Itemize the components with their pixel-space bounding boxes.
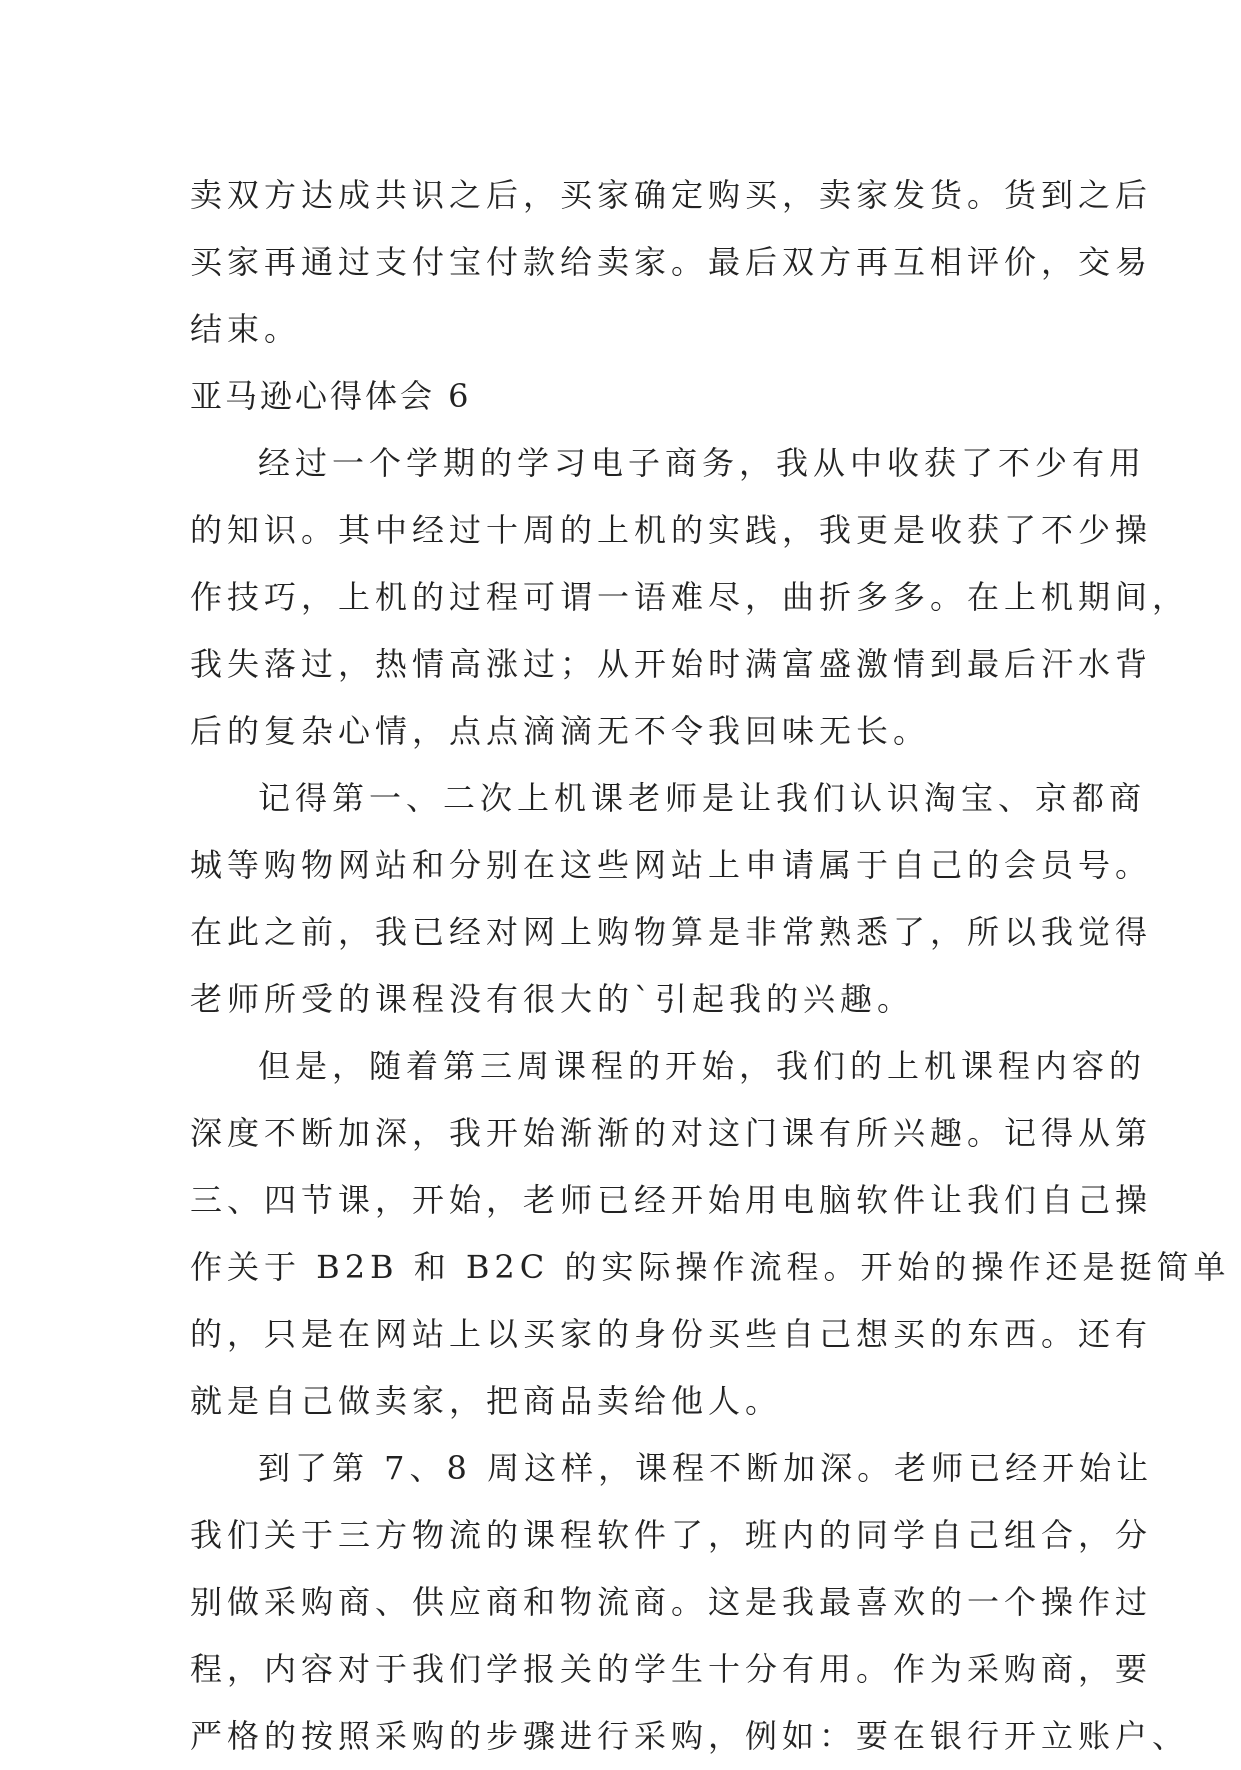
paragraph-1 (190, 430, 1190, 765)
document-body (190, 162, 1231, 1770)
text-line: 到了第 7、8 周这样，课程不断加深。老师已经开始让 (258, 1449, 1154, 1487)
text-line: 严格的按照采购的步骤进行采购，例如：要在银行开立账户、 (190, 1717, 1190, 1755)
text-line: 别做采购商、供应商和物流商。这是我最喜欢的一个操作过 (190, 1583, 1153, 1621)
text-line: 老师所受的课程没有很大的`引起我的兴趣。 (190, 980, 915, 1018)
text-line: 作技巧，上机的过程可谓一语难尽，曲折多多。在上机期间， (190, 578, 1190, 616)
paragraph-4 (190, 1435, 1190, 1770)
text-line: 在此之前，我已经对网上购物算是非常熟悉了，所以我觉得 (190, 913, 1153, 951)
text-line: 记得第一、二次上机课老师是让我们认识淘宝、京都商 (258, 779, 1147, 817)
paragraph-2 (190, 765, 1153, 1033)
text-line: 我们关于三方物流的课程软件了，班内的同学自己组合，分 (190, 1516, 1153, 1554)
text-line: 作关于 B2B 和 B2C 的实际操作流程。开始的操作还是挺简单 (190, 1248, 1231, 1286)
text-line: 就是自己做卖家，把商品卖给他人。 (190, 1382, 783, 1420)
text-line: 经过一个学期的学习电子商务，我从中收获了不少有用 (258, 444, 1147, 482)
text-line: 深度不断加深，我开始渐渐的对这门课有所兴趣。记得从第 (190, 1114, 1153, 1152)
text-line: 的，只是在网站上以买家的身份买些自己想买的东西。还有 (190, 1315, 1153, 1353)
section-heading: 亚马逊心得体会 6 (190, 377, 472, 415)
paragraph-3 (190, 1033, 1231, 1435)
text-line: 但是，随着第三周课程的开始，我们的上机课程内容的 (258, 1047, 1147, 1085)
text-line: 城等购物网站和分别在这些网站上申请属于自己的会员号。 (190, 846, 1153, 884)
text-line: 后的复杂心情，点点滴滴无不令我回味无长。 (190, 712, 931, 750)
text-line: 买家再通过支付宝付款给卖家。最后双方再互相评价，交易 (190, 243, 1153, 281)
text-line: 我失落过，热情高涨过；从开始时满富盛激情到最后汗水背 (190, 645, 1153, 683)
text-line: 卖双方达成共识之后，买家确定购买，卖家发货。货到之后 (190, 176, 1153, 214)
text-line: 结束。 (190, 310, 302, 348)
text-line: 程，内容对于我们学报关的学生十分有用。作为采购商，要 (190, 1650, 1153, 1688)
text-line: 三、四节课，开始，老师已经开始用电脑软件让我们自己操 (190, 1181, 1153, 1219)
text-line: 的知识。其中经过十周的上机的实践，我更是收获了不少操 (190, 511, 1153, 549)
